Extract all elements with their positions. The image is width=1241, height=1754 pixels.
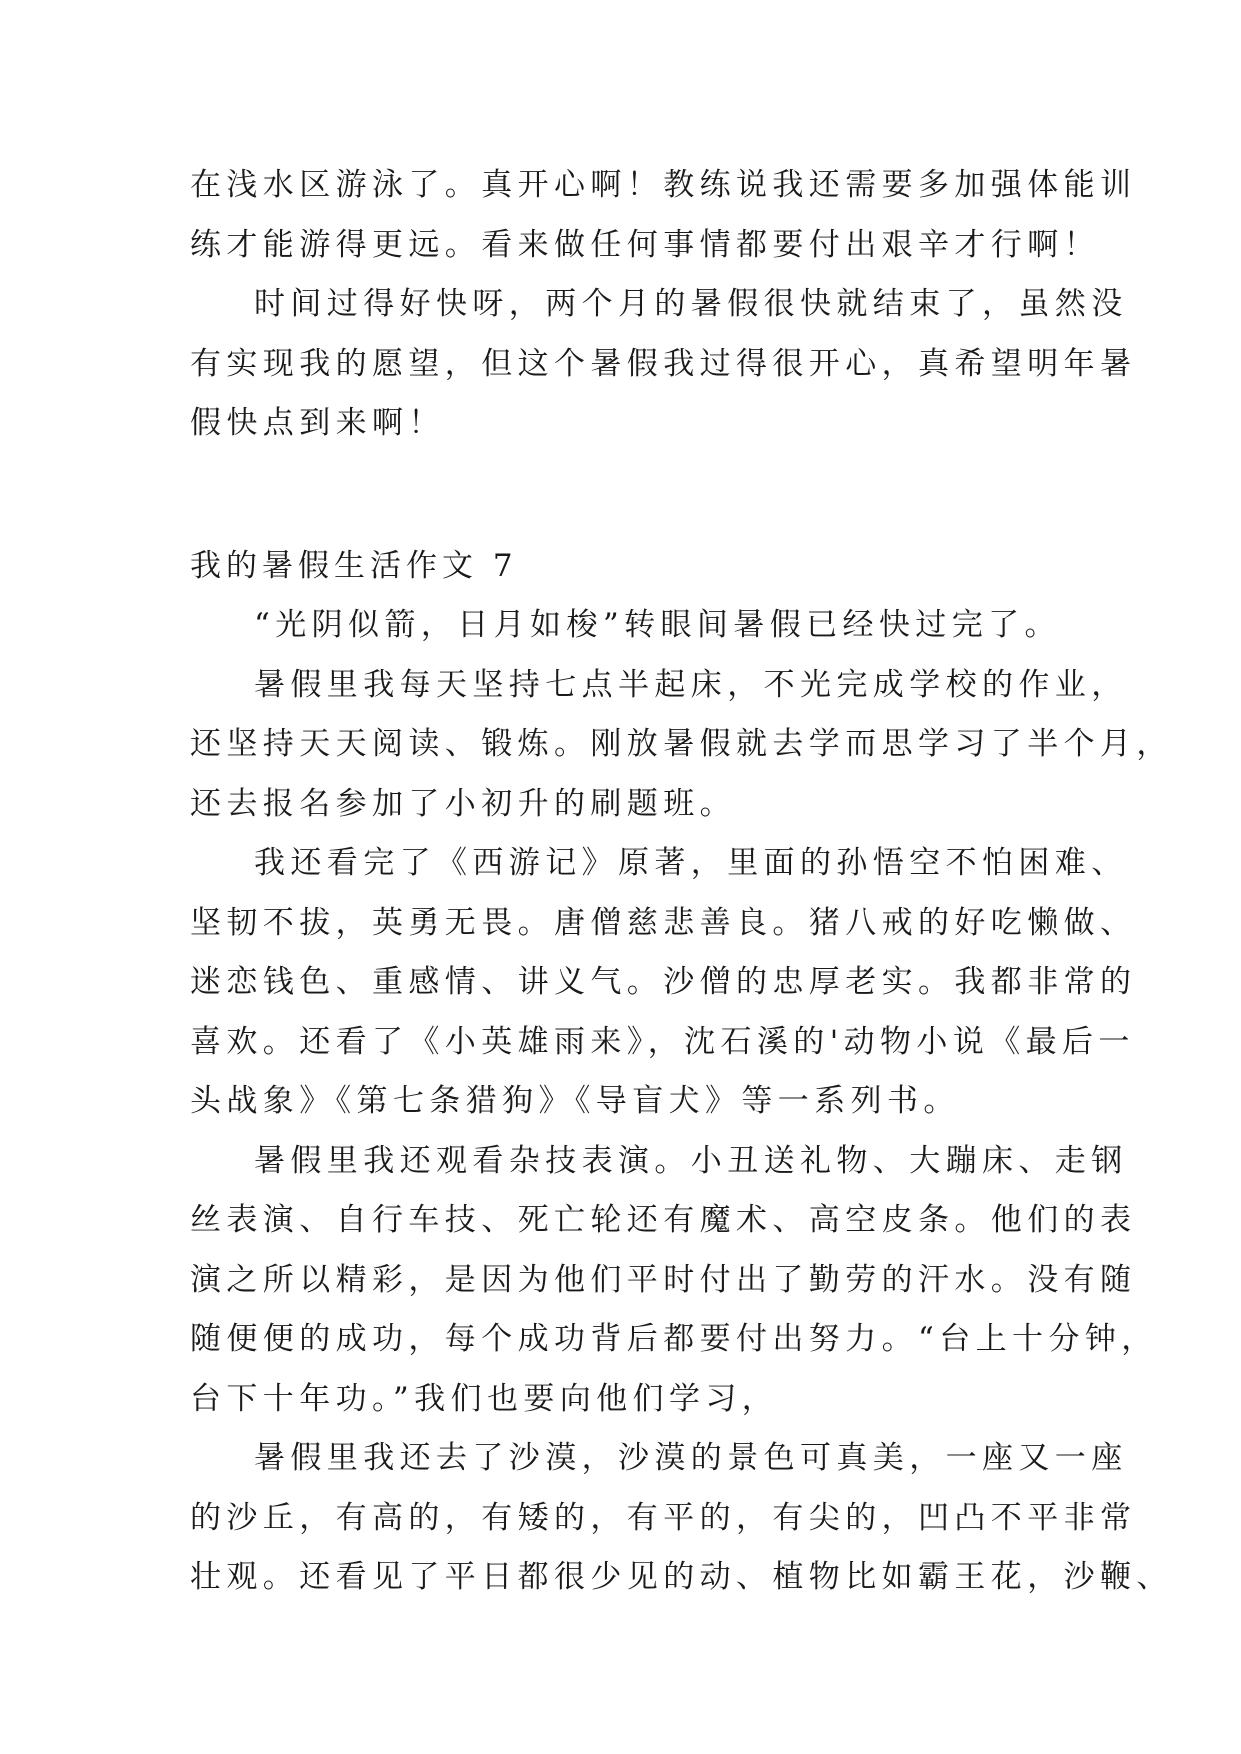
- text-line: 暑假里我还观看杂技表演。小丑送礼物、大蹦床、走钢: [254, 1142, 1128, 1179]
- text-line: 暑假里我每天坚持七点半起床，不光完成学校的作业，: [254, 666, 1128, 703]
- text-line: 暑假里我还去了沙漠，沙漠的景色可真美，一座又一座: [254, 1440, 1128, 1476]
- text-line: 喜欢。还看了《小英雄雨来》，沈石溪的'动物小说《最后一: [190, 1023, 1135, 1060]
- text-line: “光阴似箭，日月如梭”转眼间暑假已经快过完了。: [254, 607, 1061, 643]
- paragraph: [190, 656, 1173, 835]
- section-title: 我的暑假生活作文 7: [190, 547, 518, 584]
- document-body: [190, 156, 1173, 1608]
- text-line: 练才能游得更远。看来做任何事情都要付出艰辛才行啊！: [190, 226, 1100, 263]
- paragraph: [190, 1429, 1173, 1608]
- text-line: 坚韧不拔，英勇无畏。唐僧慈悲善良。猪八戒的好吃懒做、: [190, 904, 1137, 941]
- text-line: 迷恋钱色、重感情、讲义气。沙僧的忠厚老实。我都非常的: [190, 964, 1137, 1000]
- paragraph: [190, 596, 1070, 656]
- text-line: 有实现我的愿望，但这个暑假我过得很开心，真希望明年暑: [190, 345, 1137, 382]
- text-line: 我还看完了《西游记》原著，里面的孙悟空不怕困难、: [254, 845, 1128, 881]
- paragraph: [190, 834, 1137, 1132]
- text-line: 时间过得好快呀，两个月的暑假很快就结束了，虽然没: [254, 286, 1128, 322]
- paragraph: [190, 156, 1137, 275]
- text-line: 台下十年功。”我们也要向他们学习，: [190, 1380, 779, 1417]
- text-line: 假快点到来啊！: [190, 405, 445, 441]
- text-line: 还去报名参加了小初升的刷题班。: [190, 785, 736, 822]
- text-line: 还坚持天天阅读、锻炼。刚放暑假就去学而思学习了半个月，: [190, 726, 1173, 762]
- text-line: 随便便的成功，每个成功背后都要付出努力。“台上十分钟，: [190, 1321, 1158, 1357]
- text-line: 在浅水区游泳了。真开心啊！教练说我还需要多加强体能训: [190, 167, 1137, 203]
- text-line: 演之所以精彩，是因为他们平时付出了勤劳的汗水。没有随: [190, 1261, 1137, 1298]
- text-line: 丝表演、自行车技、死亡轮还有魔术、高空皮条。他们的表: [190, 1202, 1137, 1238]
- text-line: 壮观。还看见了平日都很少见的动、植物比如霸王花，沙鞭、: [190, 1559, 1173, 1595]
- text-line: 头战象》《第七条猎狗》《导盲犬》等一系列书。: [190, 1083, 960, 1119]
- paragraph: [190, 275, 1137, 454]
- text-line: 的沙丘，有高的，有矮的，有平的，有尖的，凹凸不平非常: [190, 1499, 1137, 1536]
- paragraph: [190, 1132, 1158, 1430]
